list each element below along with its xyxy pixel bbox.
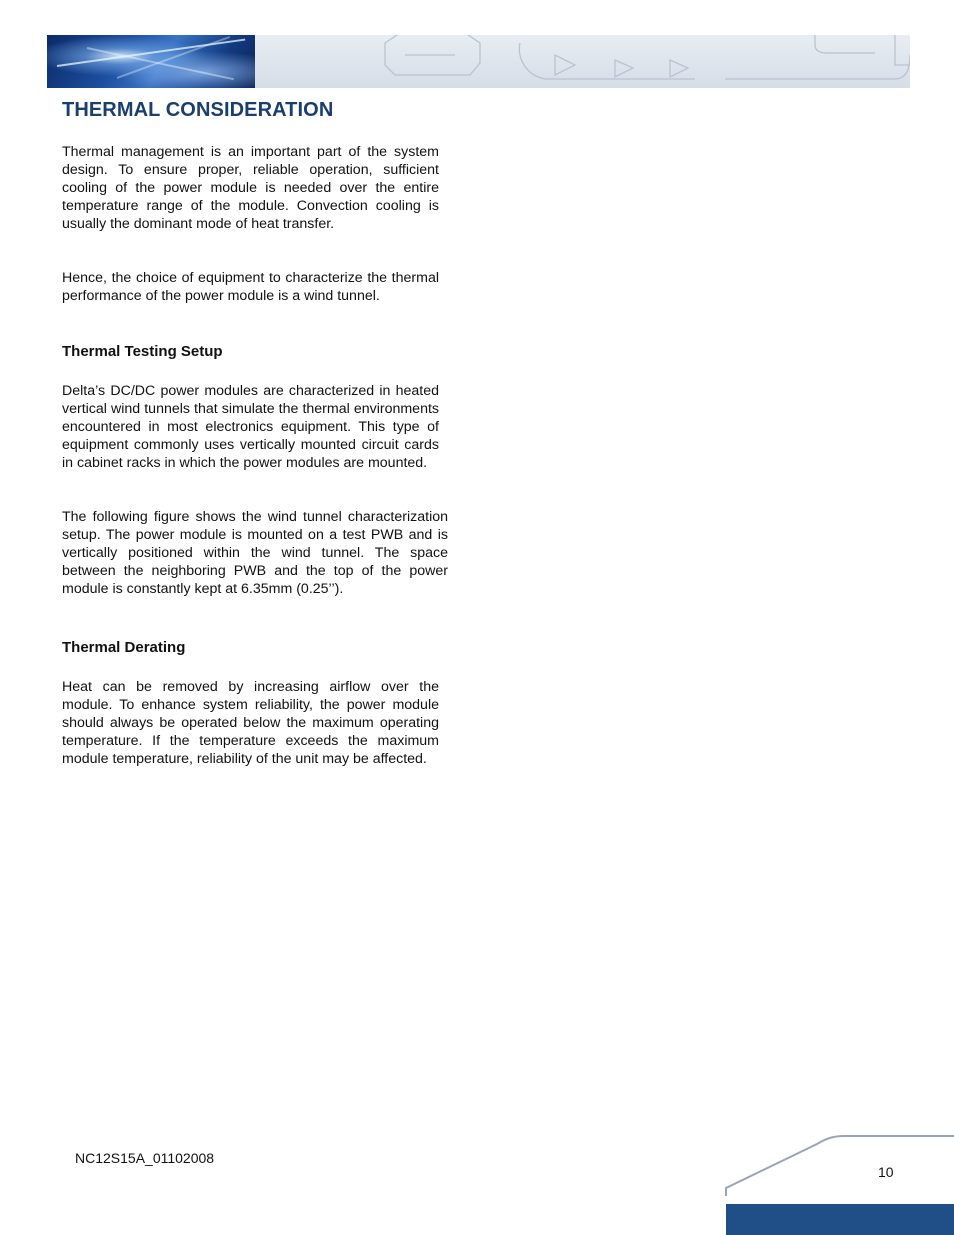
testing-setup-paragraph-1: Delta’s DC/DC power modules are characterized in heated vertical wind tunnels that simulate the thermal environments encountered in most electronics equipment. This type of equipment commonly uses vertically mounted circuit cards in cabinet racks in which the power modules are mounted. (62, 383, 439, 471)
header-circuit-pattern (255, 35, 910, 88)
testing-setup-paragraph-2: The following figure shows the wind tunnel characterization setup. The power module is mounted on a test PWB and is vertically positioned within the wind tunnel. The space between the neighboring PWB and the top of the power module is constantly kept at 6.35mm (0.25’’). (62, 509, 448, 597)
intro-paragraph-1: Thermal management is an important part of the system design. To ensure proper, reliable operation, sufficient cooling of the power module is needed over the entire temperature range of the module. Convection cooling is usually the dominant mode of heat transfer. (62, 144, 439, 232)
page-title: THERMAL CONSIDERATION (62, 99, 334, 121)
header-banner (47, 35, 910, 88)
section-heading-testing-setup: Thermal Testing Setup (62, 343, 223, 360)
footer-decoration (722, 1130, 954, 1210)
intro-paragraph-2: Hence, the choice of equipment to characterize the thermal performance of the power module is a wind tunnel. (62, 270, 439, 304)
page-number: 10 (878, 1164, 894, 1180)
section-heading-thermal-derating: Thermal Derating (62, 639, 186, 656)
thermal-derating-paragraph-1: Heat can be removed by increasing airflow over the module. To enhance system reliability, the power module should always be operated below the maximum operating temperature. If the temperature exceeds the maximum module temperature, reliability of the unit may be affected. (62, 679, 439, 767)
document-id: NC12S15A_01102008 (75, 1150, 215, 1166)
header-photo (47, 35, 255, 88)
footer-bar (726, 1204, 954, 1235)
